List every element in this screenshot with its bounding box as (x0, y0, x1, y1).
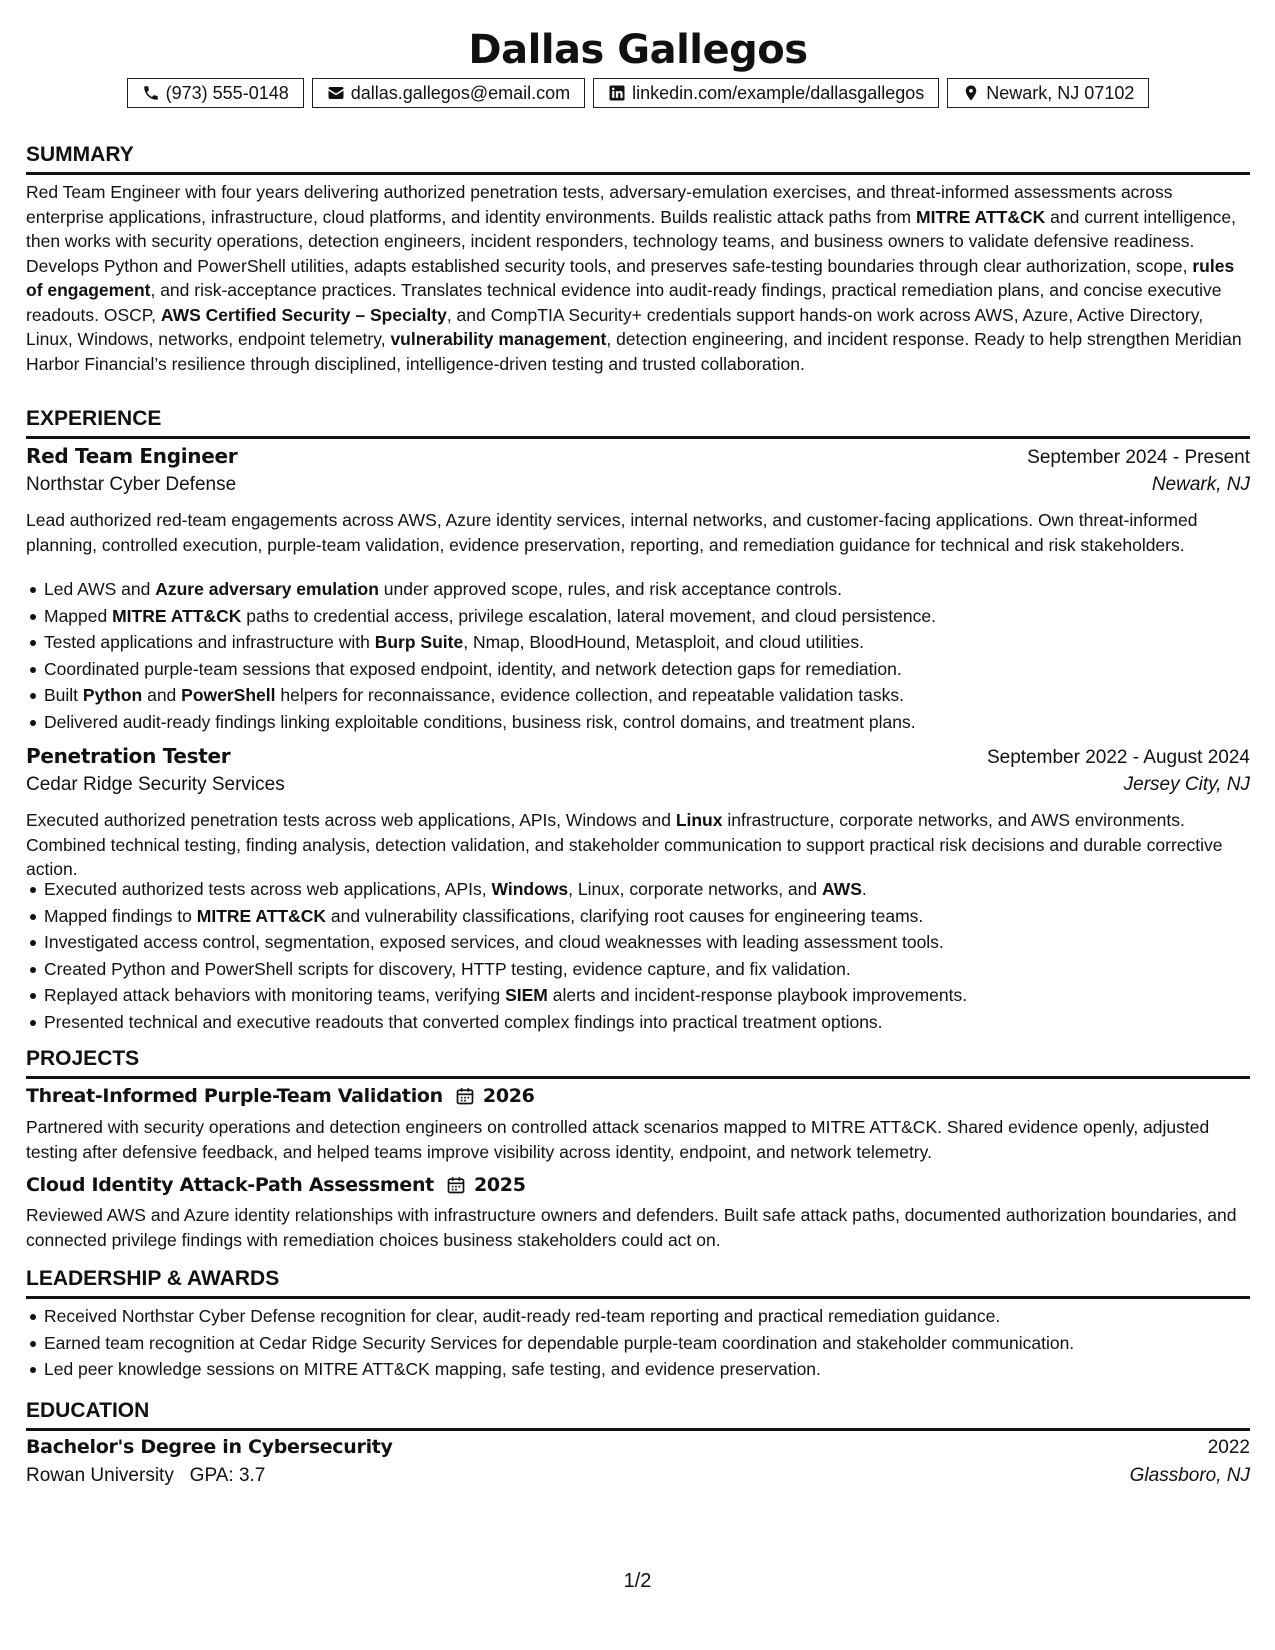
email-contact[interactable] (312, 78, 585, 108)
location-text: Newark, NJ 07102 (986, 82, 1135, 103)
project-2-title (26, 1174, 526, 1196)
list-item (44, 903, 1268, 930)
bold-text: MITRE ATT&CK (916, 206, 1046, 227)
text-run: , and CompTIA Security+ credentials support hands-on work across AWS, Azure, Active Directory, Linux, Windows, networks, endpoint telemetry, (26, 304, 1204, 349)
project-1-title (26, 1085, 535, 1107)
education-heading: EDUCATION (26, 1398, 1250, 1431)
job-2-header (26, 744, 1250, 769)
list-item (44, 603, 1268, 630)
job-dates: September 2022 - August 2024 (986, 747, 1250, 768)
linkedin-icon (608, 84, 626, 102)
bold-text: SIEM (505, 985, 548, 1005)
list-item: Led peer knowledge sessions on MITRE ATT&CK mapping, safe testing, and evidence preservation. (44, 1356, 1268, 1383)
text-run: Coordinated purple-team sessions that exposed endpoint, identity, and network detection gaps for remediation. (44, 658, 902, 679)
text-run: . (861, 879, 867, 899)
projects-heading: PROJECTS (26, 1046, 1250, 1079)
calendar-icon (446, 1175, 466, 1195)
list-item (44, 709, 1268, 736)
education-subheader (26, 1465, 1250, 1487)
bold-text: vulnerability management (390, 329, 607, 349)
bold-text: MITRE ATT&CK (196, 905, 327, 926)
list-item (44, 1009, 1268, 1036)
school-location: Glassboro, NJ (1129, 1465, 1250, 1486)
project-year: 2025 (473, 1174, 526, 1196)
job-dates: September 2024 - Present (1027, 447, 1250, 468)
email-address: dallas.gallegos@email.com (350, 82, 571, 103)
text-run: paths to credential access, privilege escalation, lateral movement, and cloud persistence. (241, 605, 936, 626)
text-run: Mapped (44, 605, 113, 626)
project-title: Threat-Informed Purple-Team Validation (26, 1085, 443, 1107)
graduation-year: 2022 (1207, 1437, 1250, 1458)
list-item (44, 956, 1268, 983)
phone-contact[interactable] (127, 78, 304, 108)
bold-text: AWS Certified Security – Specialty (160, 304, 447, 325)
job-1-description (26, 508, 1250, 557)
text-run: Tested applications and infrastructure with (44, 632, 375, 652)
bold-text: MITRE ATT&CK (112, 605, 242, 626)
list-item (44, 929, 1268, 956)
bold-text: AWS (822, 879, 862, 899)
text-run: , Nmap, BloodHound, Metasploit, and cloud utilities. (463, 632, 864, 652)
job-1-header (26, 444, 1250, 469)
company-name: Cedar Ridge Security Services (26, 774, 285, 795)
text-run: Investigated access control, segmentation, exposed services, and cloud weaknesses with leading assessment tools. (44, 932, 944, 952)
phone-number: (973) 555-0148 (165, 82, 289, 103)
location-contact (947, 78, 1149, 108)
project-1-description: Partnered with security operations and detection engineers on controlled attack scenarios mapped to MITRE ATT&CK. Shared evidence openly, adjusted testing after defensive feedback, and helped teams improve visibility across identity, endpoint, and network telemetry. (26, 1117, 1210, 1162)
text-run: , and risk-acceptance practices. Translates technical evidence into audit-ready findings, practical remediation plans, and concise executive readouts. OSCP, (26, 280, 1222, 325)
text-run: Presented technical and executive readouts that converted complex findings into practical treatment options. (44, 1011, 883, 1032)
job-2-description (26, 808, 1250, 882)
project-title: Cloud Identity Attack-Path Assessment (26, 1174, 434, 1196)
company-name: Northstar Cyber Defense (26, 474, 237, 495)
text-run: Red Team Engineer with four years delivering authorized penetration tests, adversary-emulation exercises, and threat-informed assessments across enterprise applications, infrastructure, cloud platforms, and identity environments. Builds realistic attack paths from (26, 182, 1173, 227)
leadership-heading: LEADERSHIP & AWARDS (26, 1266, 1250, 1299)
job-title: Red Team Engineer (26, 444, 238, 468)
list-item (44, 576, 1268, 603)
project-year: 2026 (482, 1085, 535, 1107)
list-item (44, 982, 1268, 1009)
candidate-name: Dallas Gallegos (468, 27, 808, 73)
experience-heading: EXPERIENCE (26, 406, 1250, 439)
school-line (26, 1465, 265, 1487)
text-run: and (142, 685, 182, 705)
job-1-subheader (26, 474, 1250, 496)
text-run: Mapped findings to (44, 905, 197, 926)
job-location: Newark, NJ (1151, 474, 1250, 495)
school-name: Rowan University (26, 1465, 174, 1486)
text-run: Built (44, 685, 83, 705)
list-item (44, 656, 1268, 683)
text-run: and current intelligence, then works with security operations, detection engineers, incident responders, technology teams, and business owners to validate defensive readiness. Develops Python and PowerShell utilities, adapts established security tools, and preserves safe-testing boundaries through clear authorization, scope, (26, 206, 1236, 276)
list-item (44, 629, 1268, 656)
text-run: helpers for reconnaissance, evidence collection, and repeatable validation tasks. (275, 685, 904, 705)
gpa: GPA: 3.7 (189, 1465, 266, 1486)
linkedin-url: linkedin.com/example/dallasgallegos (632, 82, 925, 103)
text-run: Created Python and PowerShell scripts for discovery, HTTP testing, evidence capture, and fix validation. (44, 958, 851, 979)
bold-text: rules of engagement (26, 255, 1235, 300)
text-run: Replayed attack behaviors with monitoring teams, verifying (44, 985, 506, 1005)
bold-text: Windows (491, 879, 569, 899)
leadership-bullets (26, 1303, 1268, 1383)
degree: Bachelor's Degree in Cybersecurity (26, 1436, 393, 1458)
text-run: , Linux, corporate networks, and (568, 879, 822, 899)
page-number: 1/2 (623, 1570, 652, 1592)
job-1-bullets (26, 576, 1268, 735)
text-run: , detection engineering, and incident response. Ready to help strengthen Meridian Harbor Financial’s resilience through disciplined, intelligence-driven testing and trusted collaboration. (26, 329, 1242, 374)
bold-text: Azure adversary emulation (155, 579, 379, 599)
contact-bar (26, 78, 1250, 108)
summary-text (26, 180, 1250, 376)
text-run: Executed authorized tests across web applications, APIs, (44, 879, 492, 899)
text-run: infrastructure, corporate networks, and AWS environments. Combined technical testing, finding analysis, detection validation, and stakeholder communication to support practical risk decisions and durable corrective action. (26, 810, 1223, 879)
job-title: Penetration Tester (26, 744, 231, 768)
resume-page (26, 0, 1250, 1486)
list-item: Received Northstar Cyber Defense recognition for clear, audit-ready red-team reporting and practical remediation guidance. (44, 1303, 1268, 1330)
list-item: Earned team recognition at Cedar Ridge Security Services for dependable purple-team coordination and stakeholder communication. (44, 1330, 1268, 1357)
education-header (26, 1436, 1250, 1459)
text-run: Led AWS and (44, 579, 156, 599)
list-item (44, 682, 1268, 709)
text-run: under approved scope, rules, and risk acceptance controls. (378, 579, 842, 599)
list-item (44, 876, 1268, 903)
envelope-icon (327, 84, 345, 102)
bold-text: PowerShell (181, 685, 276, 705)
bold-text: Python (82, 685, 143, 705)
job-location: Jersey City, NJ (1123, 774, 1250, 795)
map-pin-icon (962, 84, 980, 102)
text-run: alerts and incident-response playbook improvements. (547, 985, 968, 1005)
text-run: Delivered audit-ready findings linking exploitable conditions, business risk, control domains, and treatment plans. (44, 711, 916, 732)
linkedin-contact[interactable] (593, 78, 939, 108)
calendar-icon (455, 1086, 475, 1106)
text-run: Lead authorized red-team engagements across AWS, Azure identity services, internal networks, and customer-facing applications. Own threat-informed planning, controlled execution, purple-team validation, evidence preservation, reporting, and remediation guidance for technical and risk stakeholders. (26, 510, 1198, 555)
text-run: Executed authorized penetration tests across web applications, APIs, Windows and (26, 810, 676, 830)
job-2-subheader (26, 774, 1250, 796)
phone-icon (142, 84, 160, 102)
bold-text: Linux (675, 810, 723, 830)
bold-text: Burp Suite (374, 632, 464, 652)
text-run: and vulnerability classifications, clarifying root causes for engineering teams. (326, 905, 924, 926)
project-2-description: Reviewed AWS and Azure identity relationships with infrastructure owners and defenders. Built safe attack paths, documented authorization boundaries, and connected privilege findings with remediation choices business stakeholders could act on. (26, 1205, 1237, 1250)
summary-heading: SUMMARY (26, 142, 1250, 175)
job-2-bullets (26, 876, 1268, 1035)
